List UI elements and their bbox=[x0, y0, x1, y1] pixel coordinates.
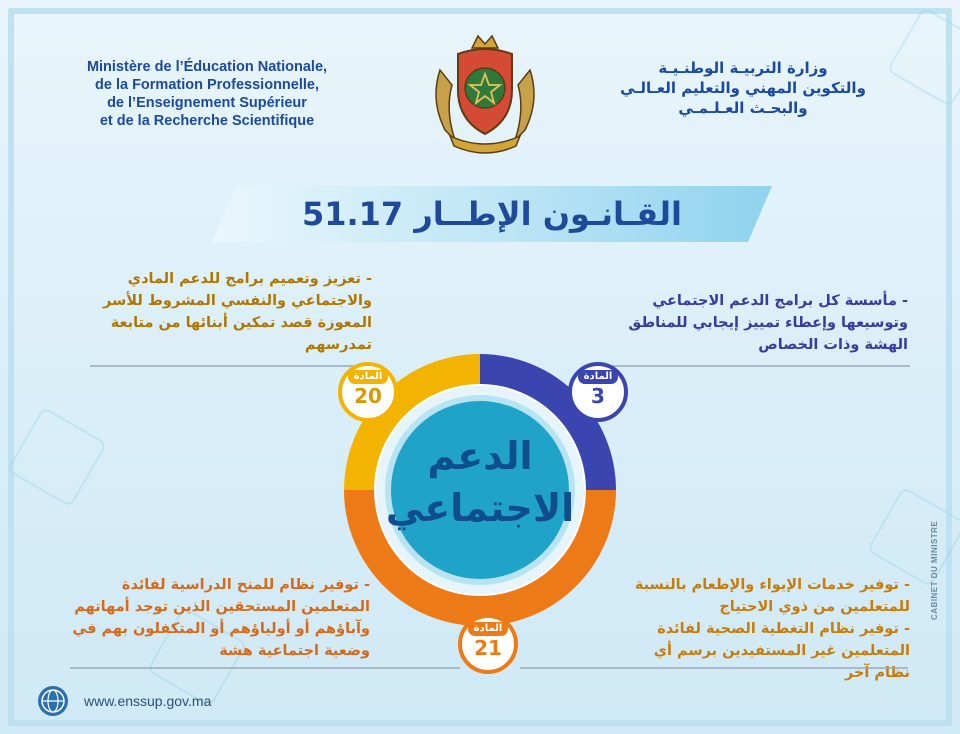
article-number: 21 bbox=[474, 636, 502, 660]
law-title: القـانـون الإطــار 51.17 bbox=[301, 195, 683, 233]
social-support-title bbox=[380, 430, 580, 534]
fr-title-line: Ministère de l’Éducation Nationale, bbox=[86, 59, 328, 75]
article-20-text: - تعزيز وتعميم برامج للدعم المادي والاجتماعي والنفسي المشروط للأسر المعوزة قصد تمكين أبنائها من متابعة تمدرسهم bbox=[103, 271, 372, 353]
fr-title-line: de l’Enseignement Supérieur bbox=[107, 95, 307, 111]
cabinet-watermark: CABINET DU MINISTRE bbox=[930, 520, 939, 620]
article-21-badge bbox=[458, 614, 518, 674]
fr-title-line: et de la Recherche Scientifique bbox=[99, 113, 315, 129]
article-number: 3 bbox=[591, 384, 605, 408]
article-20-badge bbox=[338, 362, 398, 422]
website-link[interactable]: www.enssup.gov.ma bbox=[84, 693, 212, 709]
article-21-item: - توفير خدمات الإيواء والإطعام بالنسبة للمتعلمين من ذوي الاحتياج bbox=[634, 577, 910, 615]
article-3-text: - مأسسة كل برامج الدعم الاجتماعي وتوسيعها وإعطاء تمييز إيجابي للمناطق الهشة وذات الخصاص bbox=[628, 293, 908, 353]
royal-coat-of-arms-icon bbox=[420, 30, 550, 160]
ar-title-line: والتكوين المهني والتعليم العـالـي bbox=[620, 79, 866, 97]
center-title-line: الدعم bbox=[427, 434, 533, 478]
article-3-badge bbox=[568, 362, 628, 422]
article-label: المادة bbox=[468, 622, 508, 636]
ministry-title-arabic bbox=[588, 58, 898, 118]
article-label: المادة bbox=[348, 370, 388, 384]
article-21-left-text: - توفير نظام للمنح الدراسية لفائدة المتعلمين المستحقين الذين توجد أمهاتهم وآباؤهم أو أولياؤهم أو المتكفلون بهم في وضعية اجتماعية هشة bbox=[72, 577, 370, 659]
article-21-item: - توفير نظام التغطية الصحية لفائدة المتعلمين غير المستفيدين برسم أي نظام آخر bbox=[653, 621, 910, 681]
ministry-title-french bbox=[62, 58, 352, 130]
article-number: 20 bbox=[354, 384, 382, 408]
ar-title-line: وزارة التربيـة الوطنـيـة bbox=[658, 59, 828, 77]
fr-title-line: de la Formation Professionnelle, bbox=[95, 77, 319, 93]
article-21-right-text bbox=[620, 574, 910, 684]
center-title-line: الاجتماعي bbox=[385, 486, 575, 530]
article-label: المادة bbox=[578, 370, 618, 384]
globe-icon bbox=[38, 686, 68, 716]
ar-title-line: والبحـث العـلـمـي bbox=[678, 99, 808, 117]
